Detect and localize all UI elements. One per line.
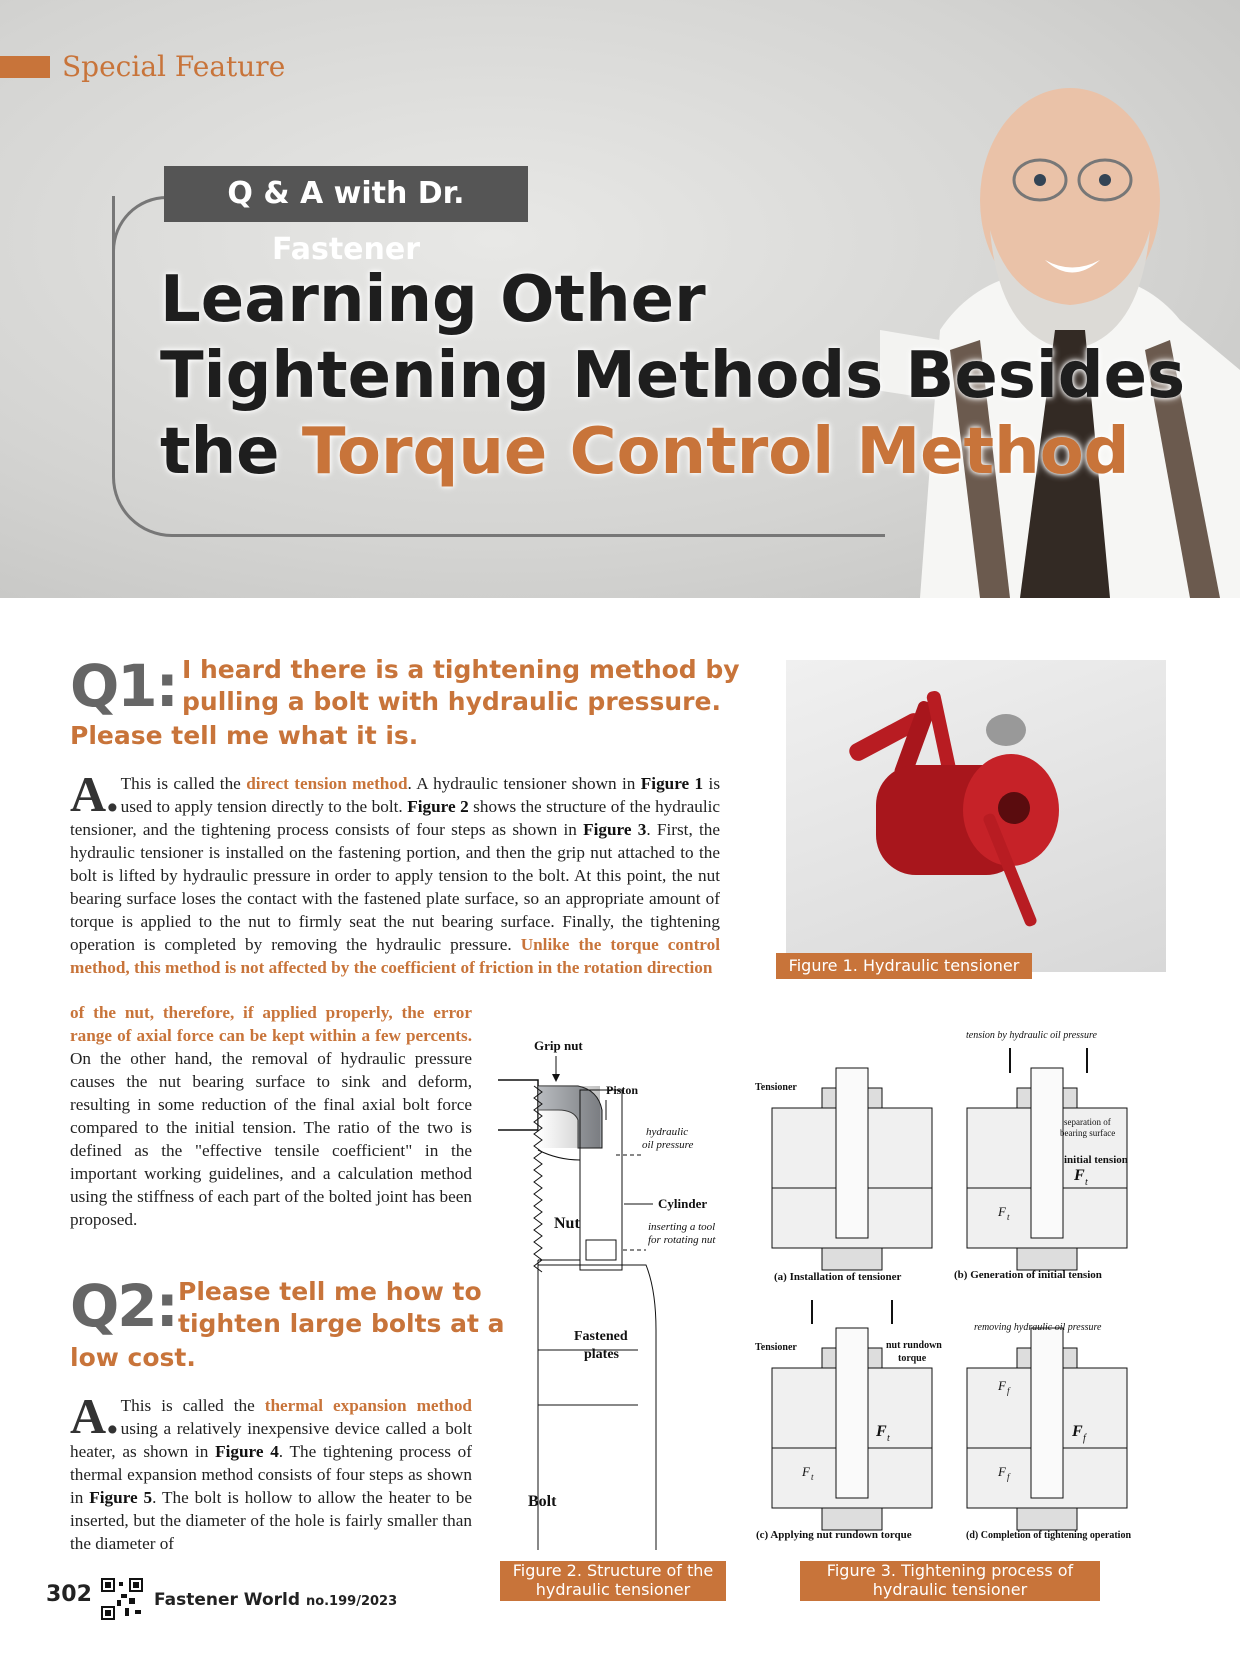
title-line-3 [160, 414, 1185, 490]
figure-1-caption: Figure 1. Hydraulic tensioner [776, 953, 1032, 979]
q1-question-line-1: I heard there is a tightening method by [182, 655, 740, 684]
label-tool-2: for rotating nut [648, 1234, 716, 1246]
stage-b [967, 1068, 1127, 1270]
label-separation-1: separation of [1064, 1117, 1111, 1127]
figure-1-photo [786, 660, 1166, 972]
q2-question-line-3: low cost. [70, 1343, 196, 1372]
q2-question-line-1: Please tell me how to [178, 1277, 482, 1306]
magazine-title: Fastener World [154, 1590, 301, 1610]
highlight-text: of the nut, therefore, if applied properly, the error range of axial force can be kept within a few percents. [70, 1003, 472, 1045]
sub-caption-b: (b) Generation of initial tension [954, 1269, 1102, 1281]
q2-label: Q2: [70, 1272, 177, 1340]
label-ft-c2: F [802, 1464, 810, 1479]
q1-label: Q1: [70, 652, 177, 720]
label-tensioner-a: Tensioner [755, 1082, 797, 1093]
label-cylinder: Cylinder [658, 1196, 708, 1211]
label-ft-b: F [1074, 1167, 1085, 1184]
label-ff-d2: F [998, 1378, 1006, 1393]
label-rundown-1: nut rundown [886, 1340, 942, 1351]
figure-3-caption [800, 1561, 1100, 1601]
text: This is called the [120, 774, 247, 793]
title-highlight: Torque Control Method [301, 415, 1130, 489]
text: This is called the [120, 1396, 265, 1415]
text: . A hydraulic tensioner shown in [407, 774, 641, 793]
answer-drop-letter: A. [70, 1388, 119, 1444]
text: shows the structure of the hydraulic tensioner, and the tightening process consists of four steps as shown in [70, 797, 721, 839]
highlight-term: thermal expansion method [264, 1396, 472, 1415]
q1-question-line-3: Please tell me what it is. [70, 721, 419, 750]
caption-line: Figure 2. Structure of the [512, 1561, 714, 1580]
label-initial-tension: initial tension [1064, 1154, 1128, 1166]
q1-answer-wide [70, 766, 721, 979]
caption-line: Figure 3. Tightening process of [826, 1561, 1074, 1580]
sub-caption-d: (d) Completion of tightening operation [966, 1530, 1131, 1541]
text: . The bolt is hollow to allow the heater to be inserted, but the diameter of the hole is fairly smaller than the diameter of [70, 1488, 472, 1553]
figure-ref: Figure 3 [583, 820, 647, 839]
sub-caption-c: (c) Applying nut rundown torque [756, 1529, 912, 1541]
answer-drop-letter: A. [70, 766, 119, 822]
section-tag: Special Feature [62, 50, 286, 83]
label-ff-d3-sub: f [1007, 1472, 1010, 1482]
label-tensioner-c: Tensioner [755, 1342, 797, 1353]
issue-number: no.199/2023 [305, 1594, 398, 1609]
page-title [160, 262, 1185, 490]
label-bolt: Bolt [528, 1493, 557, 1510]
label-piston: Piston [606, 1083, 639, 1097]
label-ft-b2-sub: t [1007, 1212, 1010, 1222]
highlight-term: direct tension method [246, 774, 408, 793]
q1-answer-narrow [70, 1001, 472, 1231]
label-ff-d-sub: f [1083, 1433, 1086, 1444]
label-ft-b-sub: t [1085, 1177, 1088, 1188]
column-title: Q & A with Dr. Fastener [164, 166, 528, 222]
q2-answer [70, 1388, 472, 1555]
text: . First, the hydraulic tensioner is installed on the fastening portion, and then the grip nut attached to the bolt is lifted by hydraulic pressure in order to apply tension to the bolt. At this point, the nut bearing surface loses the contact with the fastened plate surface, so an appropriate amount of torque is applied to the nut to firmly seat the nut bearing surface. Finally, the tightening operation is completed by removing the hydraulic pressure. [70, 820, 720, 954]
title-line-2: Tightening Methods Besides [160, 339, 1186, 413]
label-ff-d3: F [998, 1464, 1006, 1479]
hero-banner [0, 0, 1240, 598]
label-ft-c2-sub: t [811, 1472, 814, 1482]
q1-question-line-2: pulling a bolt with hydraulic pressure. [182, 687, 721, 716]
highlight-text: Unlike the torque control method, this method is not affected by the coefficient of friction in the rotation direction [70, 935, 720, 977]
label-ff-d: F [1072, 1423, 1083, 1440]
q2-question-line-2: tighten large bolts at a [178, 1309, 505, 1338]
caption-line: hydraulic tensioner [872, 1580, 1028, 1599]
figure-3-diagram [752, 1028, 1172, 1548]
sub-caption-a: (a) Installation of tensioner [774, 1271, 902, 1283]
label-separation-2: bearing surface [1060, 1128, 1116, 1138]
hydraulic-tensioner-image [786, 660, 1166, 972]
label-ft-b2: F [998, 1204, 1006, 1219]
label-ft-c-sub: t [887, 1433, 890, 1444]
label-plates-1: Fastened [574, 1329, 628, 1344]
title-prefix: the [160, 415, 302, 489]
label-rundown-2: torque [898, 1353, 927, 1364]
label-hydraulic-2: oil pressure [642, 1139, 694, 1151]
page-number: 302 [46, 1582, 92, 1607]
label-removing: removing hydraulic oil pressure [974, 1322, 1102, 1333]
label-grip-nut: Grip nut [534, 1038, 583, 1053]
qr-code-icon[interactable] [101, 1578, 143, 1620]
figure-ref: Figure 1 [640, 774, 704, 793]
label-ff-d2-sub: f [1007, 1386, 1010, 1396]
magazine-name [154, 1590, 397, 1610]
text: On the other hand, the removal of hydraulic pressure causes the nut bearing surface to sink and deform, resulting in some reduction of the final axial bolt force compared to the initial tension. The ratio of the two is defined as the "effective tensile coefficient" in the important working guidelines, and a calculation method using the stiffness of each part of the bolted joint has been proposed. [70, 1049, 472, 1229]
title-line-1: Learning Other [160, 263, 706, 337]
section-tag-bar [0, 56, 50, 78]
figure-2-caption [500, 1561, 726, 1601]
caption-line: hydraulic tensioner [535, 1580, 691, 1599]
label-ft-c: F [876, 1423, 887, 1440]
stage-a [772, 1068, 932, 1270]
label-nut: Nut [554, 1215, 580, 1232]
label-tool-1: inserting a tool [648, 1221, 716, 1233]
figure-ref: Figure 4 [215, 1442, 279, 1461]
text: is used to apply tension directly to the bolt. [120, 774, 721, 816]
label-hydraulic-1: hydraulic [646, 1126, 689, 1138]
figure-ref: Figure 5 [89, 1488, 153, 1507]
text: . The tightening process of thermal expansion method consists of four steps as shown in [70, 1442, 472, 1507]
stage-d [967, 1328, 1127, 1530]
figure-2-diagram [498, 1030, 738, 1570]
text: using a relatively inexpensive device called a bolt heater, as shown in [70, 1419, 472, 1461]
label-tension-top: tension by hydraulic oil pressure [966, 1030, 1097, 1041]
figure-ref: Figure 2 [407, 797, 469, 816]
label-plates-2: plates [584, 1347, 619, 1362]
